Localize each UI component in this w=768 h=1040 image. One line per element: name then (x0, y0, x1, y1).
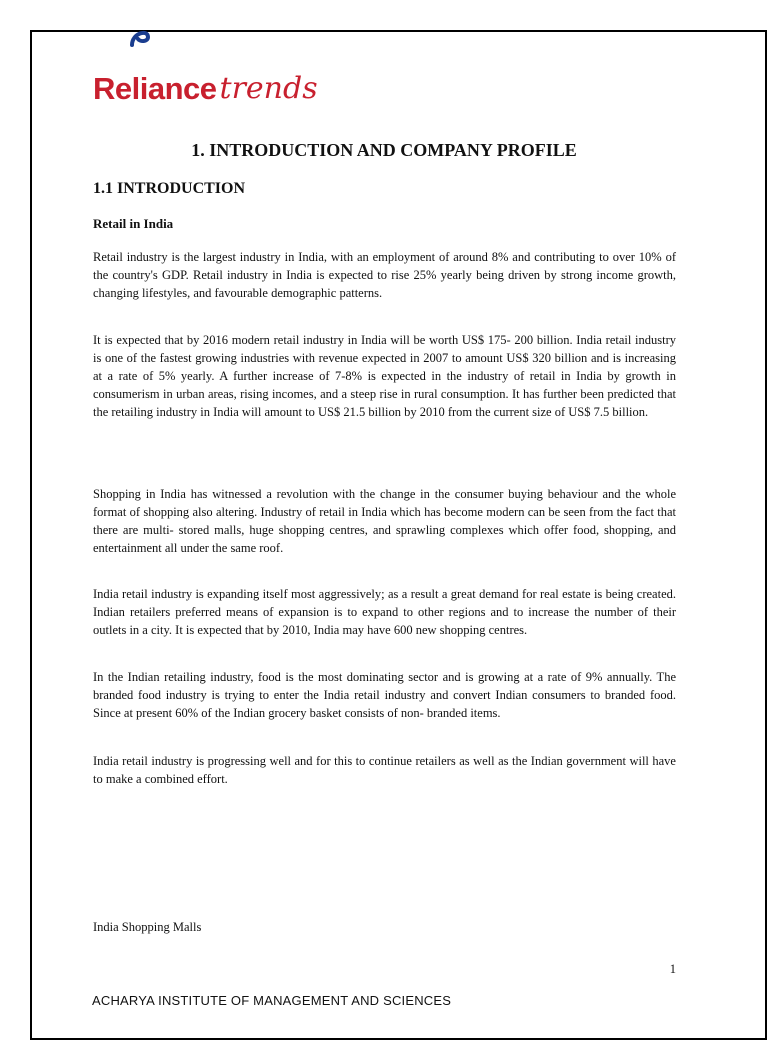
section-heading: 1.1 INTRODUCTION (93, 180, 246, 197)
page-number: 1 (669, 962, 676, 976)
subsection-heading: Retail in India (93, 216, 174, 231)
paragraph: In the Indian retailing industry, food is the most dominating sector and is growing at a rate of 9% annually. The branded food industry is trying to enter the India retail industry and convert Indian consumers to branded food. Since at present 60% of the Indian grocery basket consists of non- branded items. (93, 670, 676, 720)
logo-sub-text: trends (219, 71, 318, 106)
reliance-mark-icon (129, 27, 151, 47)
paragraph: It is expected that by 2016 modern retail industry in India will be worth US$ 175- 200 billion. India retail industry is one of the fastest growing industries with revenue expected in 2007 to amount US$ 320 billion and is increasing at a rate of 5% yearly. A further increase of 7-8% is expected in the industry of retail in India by growth in consumerism in urban areas, rising incomes, and a steep rise in rural consumption. It has further been predicted that the retailing industry in India will amount to US$ 21.5 billion by 2010 from the current size of US$ 7.5 billion. (93, 333, 676, 419)
paragraph: India retail industry is progressing well and for this to continue retailers as well as the Indian government will have to make a combined effort. (93, 754, 676, 786)
paragraph: India retail industry is expanding itself most aggressively; as a result a great demand for real estate is being created. Indian retailers preferred means of expansion is to expand to other regions and to increase the number of their outlets in a city. It is expected that by 2010, India may have 600 new shopping centres. (93, 587, 676, 637)
reliance-trends-logo (93, 44, 325, 104)
paragraph: Retail industry is the largest industry in India, with an employment of around 8% and contributing to over 10% of the country's GDP. Retail industry in India is expected to rise 25% yearly being driven by strong income growth, changing lifestyles, and favourable demographic patterns. (93, 250, 676, 300)
chapter-heading: 1. INTRODUCTION AND COMPANY PROFILE (191, 140, 577, 160)
page-footer: ACHARYA INSTITUTE OF MANAGEMENT AND SCIENCES (92, 993, 452, 1008)
logo-brand-text: Reliance (93, 71, 217, 106)
figure-caption: India Shopping Malls (93, 920, 202, 934)
paragraph: Shopping in India has witnessed a revolution with the change in the consumer buying behaviour and the whole format of shopping also altering. Industry of retail in India which has become modern can be seen from the fact that there are multi- stored malls, huge shopping centres, and sprawling complexes which offer food, shopping, and entertainment all under the same roof. (93, 487, 676, 555)
